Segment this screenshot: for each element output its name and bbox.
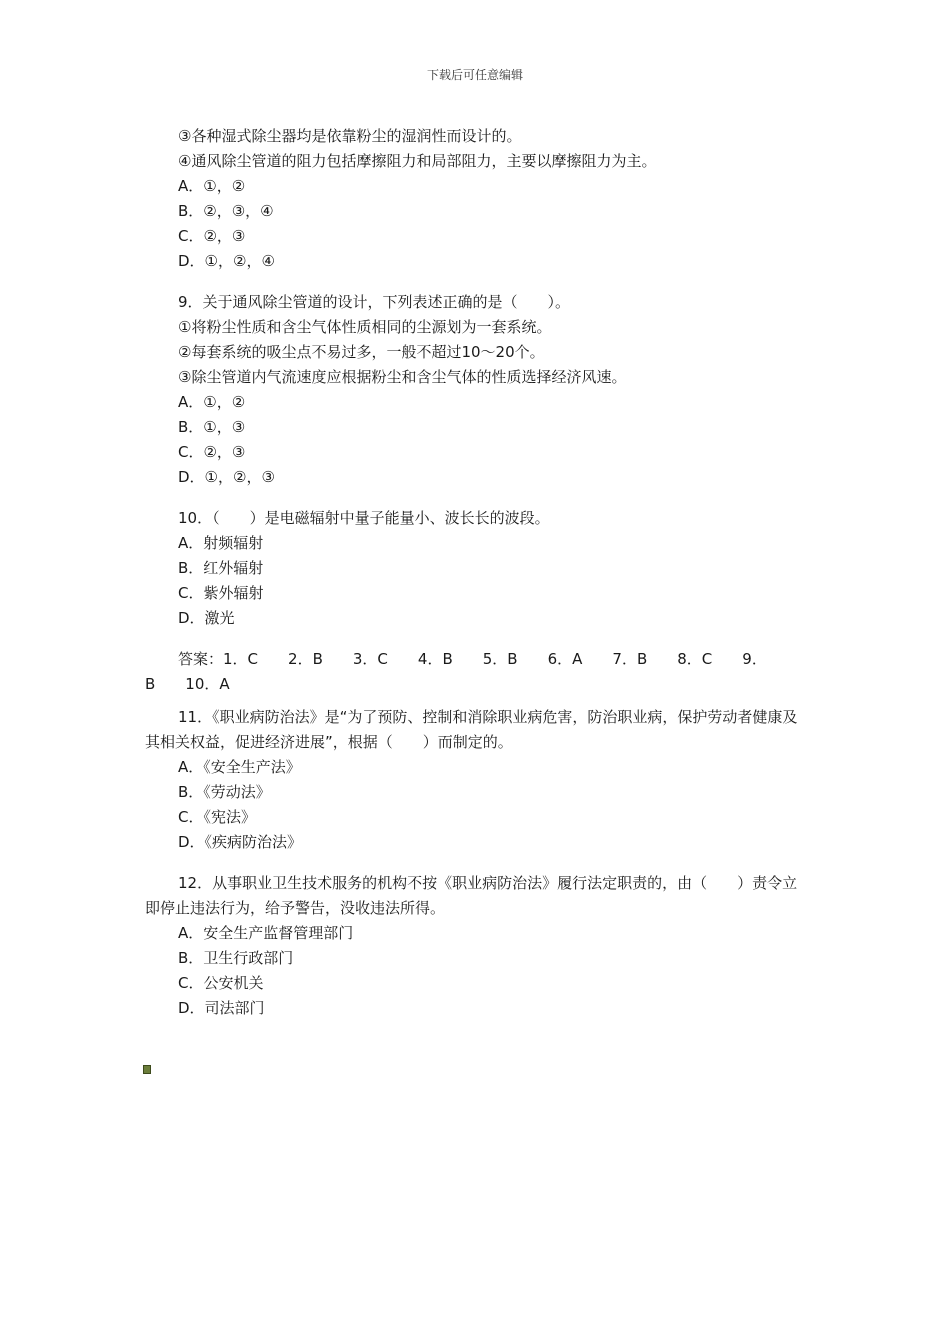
answer-item: 7．B: [612, 650, 648, 668]
option-a: A．①，②: [178, 393, 246, 411]
answer-item: 4．B: [417, 650, 453, 668]
statement-3: ③除尘管道内气流速度应根据粉尘和含尘气体的性质选择经济风速。: [178, 368, 627, 386]
statement-4: ④通风除尘管道的阻力包括摩擦阻力和局部阻力，主要以摩擦阻力为主。: [178, 152, 657, 170]
document-body: [145, 124, 810, 1021]
answer-item: 2．B: [288, 650, 323, 668]
option-d: D．司法部门: [178, 999, 265, 1017]
option-b: B．②，③，④: [178, 202, 274, 220]
option-b: B．红外辐射: [178, 559, 264, 577]
option-c: C．公安机关: [178, 974, 264, 992]
answer-item: 6．A: [547, 650, 583, 668]
option-d: D．《疾病防治法》: [178, 833, 303, 851]
option-c: C．②，③: [178, 443, 246, 461]
statement-2: ②每套系统的吸尘点不易过多，一般不超过10～20个。: [178, 343, 545, 361]
option-b: B．①，③: [178, 418, 246, 436]
option-c: C．《宪法》: [178, 808, 256, 826]
answer-key-label: 答案：: [178, 650, 224, 668]
answer-item: 8．C: [677, 650, 713, 668]
question-9-stem: 9．关于通风除尘管道的设计，下列表述正确的是（ ）。: [178, 293, 571, 311]
answer-item: 9．B: [145, 650, 767, 693]
option-d: D．①，②，④: [178, 252, 275, 270]
option-c: C．②，③: [178, 227, 246, 245]
answer-item: 1．C: [223, 650, 259, 668]
statement-1: ①将粉尘性质和含尘气体性质相同的尘源划为一套系统。: [178, 318, 552, 336]
page-header: 下载后可任意编辑: [426, 68, 523, 82]
option-a: A．①，②: [178, 177, 246, 195]
option-b: B．《劳动法》: [178, 783, 271, 801]
question-10-stem: 10．（ ）是电磁辐射中量子能量小、波长长的波段。: [178, 509, 550, 527]
option-b: B．卫生行政部门: [178, 949, 294, 967]
option-d: D．激光: [178, 609, 235, 627]
option-c: C．紫外辐射: [178, 584, 264, 602]
answer-key: [145, 647, 810, 697]
answer-item: 10．A: [185, 675, 230, 693]
option-a: A．《安全生产法》: [178, 758, 301, 776]
question-12-stem: 12．从事职业卫生技术服务的机构不按《职业病防治法》履行法定职责的，由（ ）责令立即停止违法行为，给予警告，没收违法所得。: [145, 874, 798, 917]
option-a: A．安全生产监督管理部门: [178, 924, 354, 942]
question-11-stem: 11．《职业病防治法》是“为了预防、控制和消除职业病危害，防治职业病，保护劳动者健康及其相关权益，促进经济进展”，根据（ ）而制定的。: [145, 708, 798, 751]
answer-item: 3．C: [352, 650, 388, 668]
option-d: D．①，②，③: [178, 468, 275, 486]
option-a: A．射频辐射: [178, 534, 264, 552]
image-placeholder-icon: [143, 1065, 151, 1074]
answer-item: 5．B: [482, 650, 518, 668]
statement-3: ③各种湿式除尘器均是依靠粉尘的湿润性而设计的。: [178, 127, 522, 145]
